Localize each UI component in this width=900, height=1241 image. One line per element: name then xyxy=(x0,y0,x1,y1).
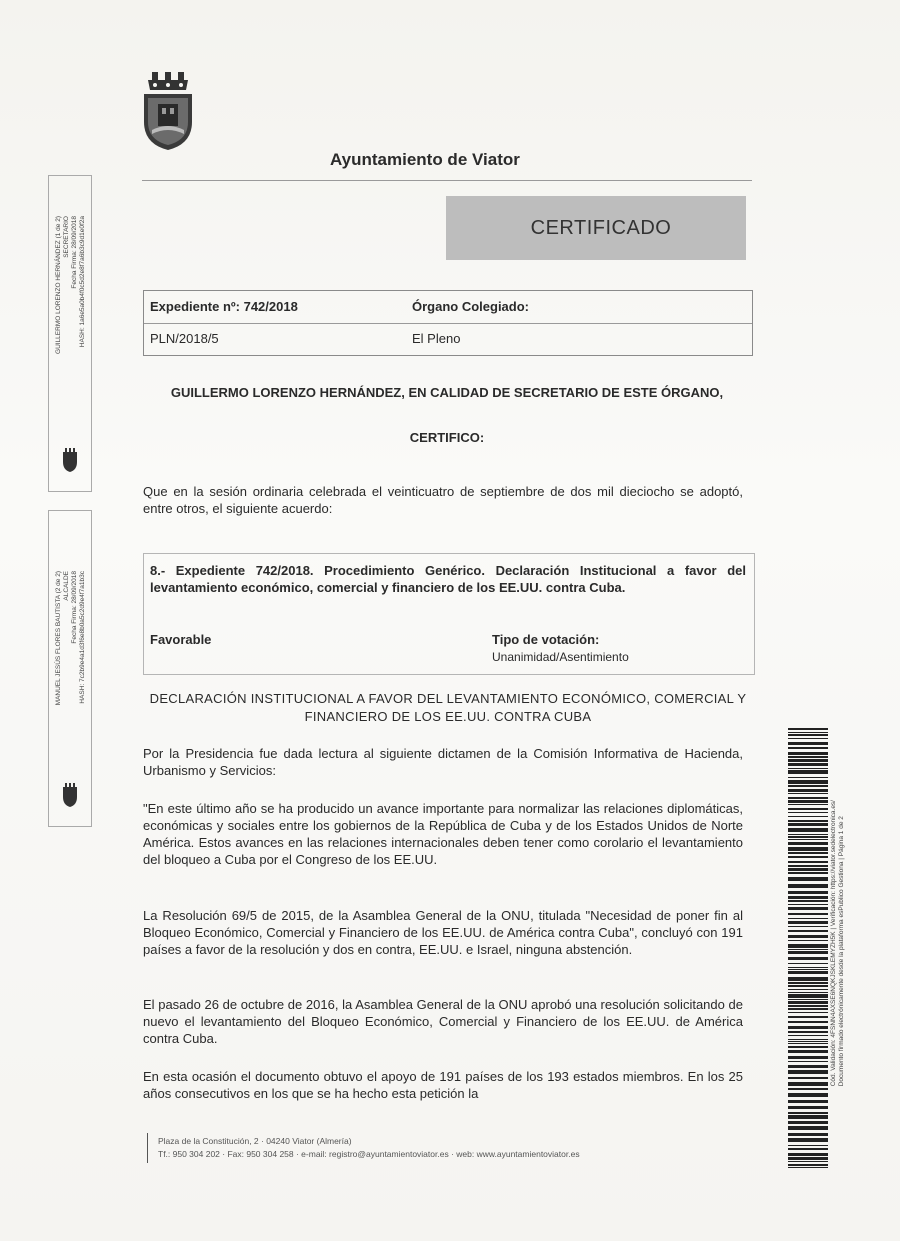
coat-of-arms-icon xyxy=(140,72,196,150)
signature-1-name: GUILLERMO LORENZO HERNÁNDEZ (1 de 2) xyxy=(55,216,62,354)
header-divider xyxy=(142,180,752,181)
expediente-table xyxy=(143,290,753,356)
signature-1-crest-icon xyxy=(61,448,79,472)
certifico-heading: CERTIFICO: xyxy=(409,430,485,445)
signature-1-role: SECRETARIO xyxy=(63,216,70,258)
footer-line-2: Tf.: 950 304 202 · Fax: 950 304 258 · e-mail: registro@ayuntamientoviator.es · web: www.ayuntamientoviator.es xyxy=(158,1149,580,1159)
body-paragraph-5: En esta ocasión el documento obtuvo el apoyo de 191 países de los 193 estados miembros. En los 25 años consecutivos en los que se ha hecho esta petición la xyxy=(143,1069,743,1101)
validation-line-2: Documento firmado electrónicamente desde la plataforma esPublico Gestiona | Página 1 de 2 xyxy=(838,816,845,1087)
footer-address xyxy=(158,1135,580,1161)
footer-line-1: Plaza de la Constitución, 2 · 04240 Viator (Almería) xyxy=(158,1136,352,1146)
body-paragraph-4: El pasado 26 de octubre de 2016, la Asamblea General de la ONU aprobó una resolución solicitando de nuevo el levantamiento del Bloqueo Económico, Comercial y Financiero de los EE.UU. de América contra Cuba. xyxy=(143,997,743,1046)
validation-code-text xyxy=(830,800,846,1086)
acuerdo-title: 8.- Expediente 742/2018. Procedimiento Genérico. Declaración Institucional a favor del levantamiento económico, comercial y financiero de los EE.UU. contra Cuba. xyxy=(150,563,746,595)
validation-barcode-icon xyxy=(788,728,828,1168)
page-title: Ayuntamiento de Viator xyxy=(330,150,520,169)
secretario-heading: GUILLERMO LORENZO HERNÁNDEZ, EN CALIDAD DE SECRETARIO DE ESTE ÓRGANO, xyxy=(170,385,724,400)
favorable-label: Favorable xyxy=(150,632,212,647)
tipo-votacion-value: Unanimidad/Asentimiento xyxy=(492,650,629,664)
signature-block-1 xyxy=(48,175,92,492)
organo-value: El Pleno xyxy=(412,331,461,346)
expediente-value-row xyxy=(144,323,752,355)
tipo-votacion-label: Tipo de votación: xyxy=(492,632,600,647)
declaracion-heading: DECLARACIÓN INSTITUCIONAL A FAVOR DEL LEVANTAMIENTO ECONÓMICO, COMERCIAL Y FINANCIERO DE LOS EE.UU. CONTRA CUBA xyxy=(149,691,747,724)
organo-label: Órgano Colegiado: xyxy=(412,299,529,314)
intro-paragraph: Que en la sesión ordinaria celebrada el veinticuatro de septiembre de dos mil dieciocho se adoptó, entre otros, el siguiente acuerdo: xyxy=(143,484,743,516)
signature-block-2 xyxy=(48,510,92,827)
signature-2-date: Fecha Firma: 28/09/2018 xyxy=(71,571,78,644)
signature-2-crest-icon xyxy=(61,783,79,807)
body-paragraph-2: "En este último año se ha producido un avance importante para normalizar las relaciones diplomáticas, económicas y sociales entre los gobiernos de la República de Cuba y de los Estados Unidos de Norte América. Estos avances en las relaciones internacionales deben tener como corolario el levantamiento del bloqueo a Cuba por el Congreso de los EE.UU. xyxy=(143,801,743,867)
expediente-header-row xyxy=(144,291,752,324)
certificado-banner xyxy=(446,196,746,260)
expediente-code: PLN/2018/5 xyxy=(150,331,219,346)
signature-2-role: ALCALDE xyxy=(63,571,70,601)
acuerdo-box xyxy=(143,553,755,675)
footer-divider xyxy=(147,1133,148,1163)
signature-2-hash: HASH: 7c2b9e4a1d3f6e8b0a5c2d9e4f7a1b3c xyxy=(79,571,86,704)
body-paragraph-3: La Resolución 69/5 de 2015, de la Asamblea General de la ONU, titulada "Necesidad de poner fin al Bloqueo Económico, Comercial y Financiero de los EE.UU. de América contra Cuba", concluyó con 191 países a favor de la resolución y dos en contra, EE.UU. e Israel, ninguna abstención. xyxy=(143,908,743,957)
certificado-label: CERTIFICADO xyxy=(530,216,672,239)
expediente-label: Expediente nº: 742/2018 xyxy=(150,299,298,314)
signature-1-hash: HASH: 1a6e5a0b4f0c5d2e8f7a6b3c9d1e0f2a xyxy=(79,216,86,348)
body-paragraph-1: Por la Presidencia fue dada lectura al siguiente dictamen de la Comisión Informativa de Hacienda, Urbanismo y Servicios: xyxy=(143,746,743,778)
validation-line-1: Cód. Validación: 4FSNN4AXSE6NQKJSKLEMYZH5K | Verificación: https://viator.sedelectronica.es/ xyxy=(830,800,837,1087)
signature-1-date: Fecha Firma: 28/09/2018 xyxy=(71,216,78,289)
signature-2-name: MANUEL JESÚS FLORES BAUTISTA (2 de 2) xyxy=(55,571,62,706)
